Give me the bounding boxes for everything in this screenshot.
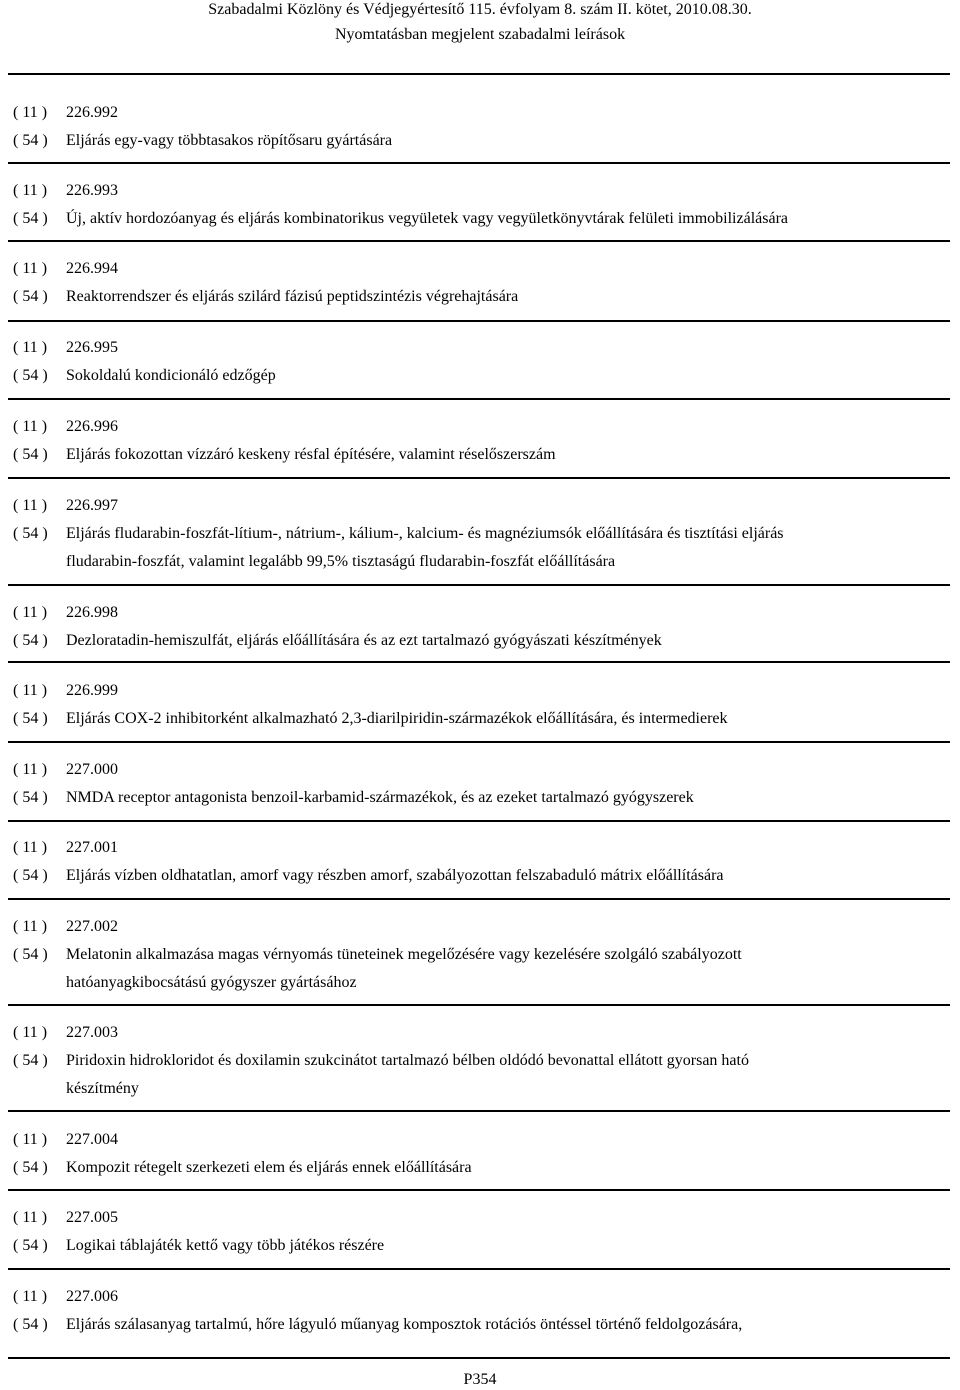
patent-number-line — [13, 917, 118, 937]
entry-divider — [8, 584, 950, 586]
entry-divider — [8, 320, 950, 322]
patent-title-line — [13, 788, 694, 808]
patent-title: Eljárás szálasanyag tartalmú, hőre lágyuló műanyag komposztok rotációs öntéssel történő feldolgozására, — [66, 1316, 743, 1333]
patent-number-line — [13, 1287, 118, 1307]
patent-number: 226.993 — [66, 182, 118, 199]
patent-title-continuation: készítmény — [66, 1080, 139, 1097]
patent-title: NMDA receptor antagonista benzoil-karbamid-származékok, és az ezeket tartalmazó gyógyszerek — [66, 789, 694, 806]
patent-title-line — [13, 631, 662, 651]
patent-title-line — [13, 709, 728, 729]
patent-number-line — [13, 838, 118, 858]
patent-number-line — [13, 603, 118, 623]
patent-title-line — [13, 1051, 749, 1071]
patent-title-line — [13, 866, 724, 886]
entry-divider — [8, 1189, 950, 1191]
patent-number-line — [13, 1208, 118, 1228]
patent-number: 226.995 — [66, 339, 118, 356]
inid-code-11: ( 11 ) — [13, 1024, 48, 1041]
patent-number-line — [13, 1130, 118, 1150]
inid-code-54: ( 54 ) — [13, 789, 48, 806]
entry-divider — [8, 820, 950, 822]
inid-code-11: ( 11 ) — [13, 918, 48, 935]
patent-number-line — [13, 181, 118, 201]
patent-number-line — [13, 681, 118, 701]
inid-code-54: ( 54 ) — [13, 1159, 48, 1176]
patent-title-line — [13, 287, 518, 307]
patent-number-line — [13, 496, 118, 516]
patent-number-line — [13, 259, 118, 279]
patent-title-line — [13, 209, 788, 229]
entry-divider — [8, 741, 950, 743]
patent-title: Új, aktív hordozóanyag és eljárás kombinatorikus vegyületek vagy vegyületkönyvtárak felületi immobilizálására — [66, 210, 788, 227]
patent-title-continuation: fludarabin-foszfát, valamint legalább 99,5% tisztaságú fludarabin-foszfát előállítására — [66, 553, 616, 570]
inid-code-11: ( 11 ) — [13, 339, 48, 356]
inid-code-54: ( 54 ) — [13, 1052, 48, 1069]
inid-code-54: ( 54 ) — [13, 132, 48, 149]
entry-divider — [8, 240, 950, 242]
entry-divider — [8, 1110, 950, 1112]
entry-divider — [8, 73, 950, 75]
patent-number: 227.001 — [66, 839, 118, 856]
inid-code-11: ( 11 ) — [13, 1131, 48, 1148]
entry-divider — [8, 1268, 950, 1270]
entry-divider — [8, 398, 950, 400]
inid-code-54: ( 54 ) — [13, 1237, 48, 1254]
patent-number: 226.992 — [66, 104, 118, 121]
patent-title-line — [13, 524, 784, 544]
inid-code-54: ( 54 ) — [13, 867, 48, 884]
patent-number: 227.005 — [66, 1209, 118, 1226]
inid-code-11: ( 11 ) — [13, 839, 48, 856]
patent-number: 227.006 — [66, 1288, 118, 1305]
inid-code-54: ( 54 ) — [13, 446, 48, 463]
inid-code-11: ( 11 ) — [13, 104, 48, 121]
inid-code-11: ( 11 ) — [13, 604, 48, 621]
patent-title-line — [13, 945, 742, 965]
patent-title: Logikai táblajáték kettő vagy több játékos részére — [66, 1237, 385, 1254]
patent-number: 226.994 — [66, 260, 118, 277]
inid-code-11: ( 11 ) — [13, 1288, 48, 1305]
patent-number: 227.000 — [66, 761, 118, 778]
inid-code-54: ( 54 ) — [13, 632, 48, 649]
inid-code-11: ( 11 ) — [13, 761, 48, 778]
entry-divider — [8, 162, 950, 164]
inid-code-54: ( 54 ) — [13, 210, 48, 227]
patent-number: 227.004 — [66, 1131, 118, 1148]
patent-number-line — [13, 338, 118, 358]
patent-number: 226.996 — [66, 418, 118, 435]
patent-title: Eljárás vízben oldhatatlan, amorf vagy részben amorf, szabályozottan felszabaduló mátrix előállítására — [66, 867, 724, 884]
inid-code-54: ( 54 ) — [13, 288, 48, 305]
patent-title: Eljárás fokozottan vízzáró keskeny résfal építésére, valamint réselőszerszám — [66, 446, 556, 463]
journal-header-subtitle: Nyomtatásban megjelent szabadalmi leírások — [334, 26, 626, 43]
patent-number: 226.998 — [66, 604, 118, 621]
inid-code-54: ( 54 ) — [13, 710, 48, 727]
inid-code-54: ( 54 ) — [13, 1316, 48, 1333]
patent-number: 227.002 — [66, 918, 118, 935]
patent-title: Piridoxin hidrokloridot és doxilamin szukcinátot tartalmazó bélben oldódó bevonattal ellátott gyorsan ható — [66, 1052, 749, 1069]
patent-number: 226.999 — [66, 682, 118, 699]
entry-divider — [8, 661, 950, 663]
patent-title-line — [13, 445, 556, 465]
inid-code-11: ( 11 ) — [13, 682, 48, 699]
inid-code-11: ( 11 ) — [13, 418, 48, 435]
inid-code-54: ( 54 ) — [13, 946, 48, 963]
patent-title-line — [13, 1236, 384, 1256]
page-number: P354 — [463, 1371, 497, 1388]
patent-title-line — [13, 1315, 742, 1335]
patent-title: Dezloratadin-hemiszulfát, eljárás előállítására és az ezt tartalmazó gyógyászati készítmények — [66, 632, 662, 649]
patent-number: 227.003 — [66, 1024, 118, 1041]
inid-code-54: ( 54 ) — [13, 367, 48, 384]
patent-title: Melatonin alkalmazása magas vérnyomás tüneteinek megelőzésére vagy kezelésére szolgáló szabályozott — [66, 946, 742, 963]
journal-header-title: Szabadalmi Közlöny és Védjegyértesítő 115. évfolyam 8. szám II. kötet, 2010.08.30. — [208, 1, 752, 18]
patent-title-line — [13, 131, 392, 151]
patent-title-continuation: hatóanyagkibocsátású gyógyszer gyártásához — [66, 974, 357, 991]
patent-title: Eljárás fludarabin-foszfát-lítium-, nátrium-, kálium-, kalcium- és magnéziumsók előállítására és tisztítási eljárás — [66, 525, 784, 542]
entry-divider — [8, 1004, 950, 1006]
patent-title-line — [13, 1158, 472, 1178]
patent-number-line — [13, 760, 118, 780]
entry-divider — [8, 898, 950, 900]
entry-divider — [8, 1357, 950, 1359]
inid-code-11: ( 11 ) — [13, 1209, 48, 1226]
patent-title: Sokoldalú kondicionáló edzőgép — [66, 367, 276, 384]
inid-code-11: ( 11 ) — [13, 260, 48, 277]
inid-code-11: ( 11 ) — [13, 497, 48, 514]
patent-number: 226.997 — [66, 497, 118, 514]
patent-title: Eljárás COX-2 inhibitorként alkalmazható 2,3-diarilpiridin-származékok előállítására, és intermedierek — [66, 710, 728, 727]
entry-divider — [8, 477, 950, 479]
patent-title: Reaktorrendszer és eljárás szilárd fázisú peptidszintézis végrehajtására — [66, 288, 519, 305]
patent-title-line — [13, 366, 276, 386]
patent-title: Eljárás egy-vagy többtasakos röpítősaru gyártására — [66, 132, 393, 149]
patent-number-line — [13, 103, 118, 123]
patent-title: Kompozit rétegelt szerkezeti elem és eljárás ennek előállítására — [66, 1159, 472, 1176]
patent-number-line — [13, 417, 118, 437]
inid-code-11: ( 11 ) — [13, 182, 48, 199]
patent-number-line — [13, 1023, 118, 1043]
inid-code-54: ( 54 ) — [13, 525, 48, 542]
